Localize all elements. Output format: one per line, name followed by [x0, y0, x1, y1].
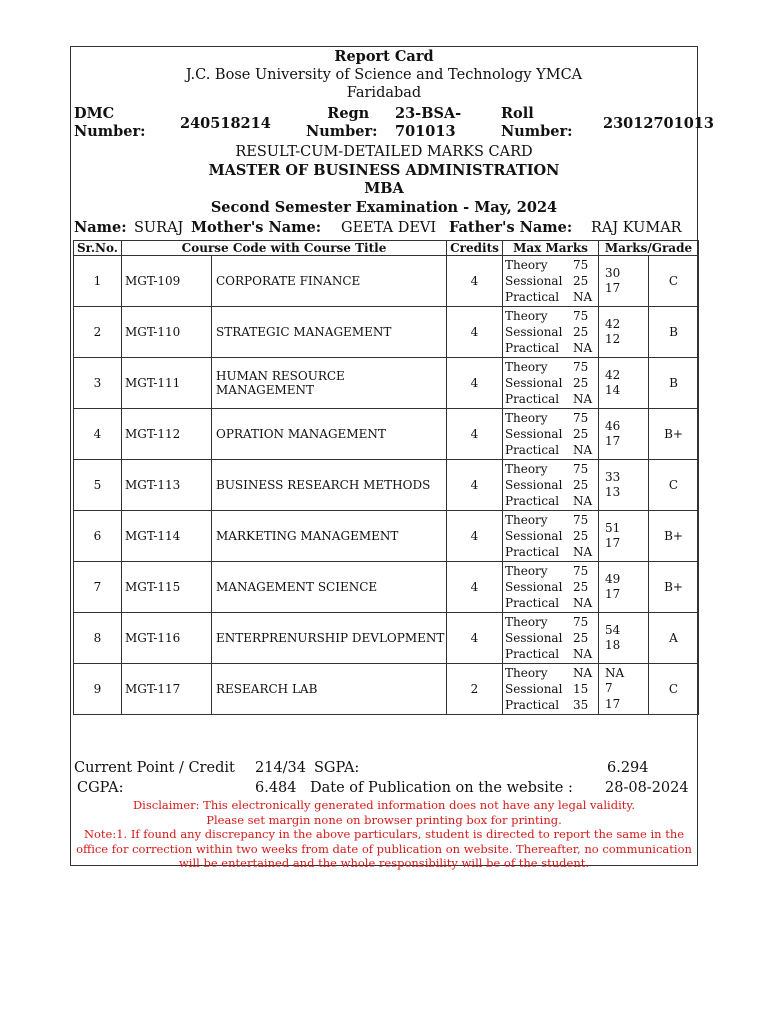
- component-max: 25: [573, 324, 589, 339]
- component-max: 75: [573, 257, 589, 272]
- max-marks-line: [505, 630, 598, 646]
- grade: C: [649, 460, 699, 511]
- max-marks-line: [505, 563, 598, 579]
- grade: B+: [649, 409, 699, 460]
- component-label: Theory: [505, 512, 548, 527]
- mother-name: GEETA DEVI: [341, 220, 437, 236]
- report-title: Report Card: [334, 48, 434, 65]
- table-row: [74, 511, 699, 562]
- max-marks-line: [505, 375, 598, 391]
- max-marks-line: [505, 544, 598, 560]
- course-title: RESEARCH LAB: [212, 664, 447, 715]
- roll-number: 23012701013: [603, 115, 714, 132]
- credits: 4: [447, 511, 503, 562]
- component-label: Practical: [505, 494, 560, 509]
- course-code: MGT-112: [122, 409, 212, 460]
- component-max: 75: [573, 512, 589, 527]
- publication-date-label: Date of Publication on the website :: [310, 780, 573, 796]
- max-marks: [503, 358, 599, 409]
- course-code: MGT-115: [122, 562, 212, 613]
- credits: 4: [447, 358, 503, 409]
- credits: 2: [447, 664, 503, 715]
- credits: 4: [447, 460, 503, 511]
- mark-value: NA: [605, 665, 625, 680]
- table-row: [74, 664, 699, 715]
- component-max: 25: [573, 426, 589, 441]
- program-name: MASTER OF BUSINESS ADMINISTRATION: [208, 162, 560, 179]
- sr-no: 6: [74, 511, 122, 562]
- father-name-label: Father's Name:: [449, 219, 573, 236]
- mark-value: 46: [605, 418, 621, 433]
- course-title: MARKETING MANAGEMENT: [212, 511, 447, 562]
- table-row: [74, 562, 699, 613]
- table-header-row: [74, 241, 699, 256]
- component-label: Sessional: [505, 324, 563, 339]
- university-name: J.C. Bose University of Science and Technology YMCA: [185, 67, 583, 83]
- grade: A: [649, 613, 699, 664]
- mark-value: 17: [605, 434, 621, 448]
- marks-obtained: [599, 256, 649, 307]
- max-marks-line: [505, 410, 598, 426]
- max-marks-line: [505, 308, 598, 324]
- component-max: NA: [573, 665, 593, 680]
- mother-name-label: Mother's Name:: [191, 219, 322, 236]
- component-label: Practical: [505, 341, 560, 356]
- sr-no: 2: [74, 307, 122, 358]
- max-marks: [503, 307, 599, 358]
- marks-obtained: [599, 562, 649, 613]
- sr-no: 9: [74, 664, 122, 715]
- max-marks: [503, 511, 599, 562]
- max-marks-line: [505, 493, 598, 509]
- mark-value: 14: [605, 383, 621, 397]
- component-max: 75: [573, 614, 589, 629]
- component-max: NA: [573, 290, 593, 305]
- cgpa-label: CGPA:: [77, 780, 124, 796]
- max-marks-line: [505, 273, 598, 289]
- marks-obtained: [599, 409, 649, 460]
- component-max: NA: [573, 647, 593, 662]
- component-label: Theory: [505, 257, 548, 272]
- credits: 4: [447, 307, 503, 358]
- card-type: RESULT-CUM-DETAILED MARKS CARD: [235, 144, 533, 160]
- component-label: Sessional: [505, 528, 563, 543]
- mark-value: 17: [605, 587, 621, 601]
- max-marks-line: [505, 681, 598, 697]
- father-name: RAJ KUMAR: [591, 220, 682, 236]
- marks-obtained: [599, 511, 649, 562]
- mark-value: 49: [605, 571, 621, 586]
- max-marks-line: [505, 257, 598, 273]
- component-max: 25: [573, 273, 589, 288]
- max-marks-line: [505, 614, 598, 630]
- max-marks-line: [505, 512, 598, 528]
- component-label: Practical: [505, 647, 560, 662]
- component-label: Sessional: [505, 579, 563, 594]
- component-max: 25: [573, 579, 589, 594]
- grade: B+: [649, 511, 699, 562]
- max-marks-line: [505, 665, 598, 681]
- disclaimer: [71, 798, 697, 871]
- max-marks-line: [505, 442, 598, 458]
- mark-value: 51: [605, 520, 621, 535]
- marks-obtained: [599, 613, 649, 664]
- component-max: NA: [573, 392, 593, 407]
- marks-obtained: [599, 307, 649, 358]
- regn-label: Regn Number:: [306, 105, 378, 140]
- max-marks-line: [505, 528, 598, 544]
- col-header-course: Course Code with Course Title: [122, 241, 447, 256]
- max-marks-line: [505, 477, 598, 493]
- grade: B: [649, 358, 699, 409]
- component-max: 75: [573, 563, 589, 578]
- max-marks-line: [505, 461, 598, 477]
- max-marks-line: [505, 289, 598, 305]
- component-max: NA: [573, 443, 593, 458]
- sr-no: 1: [74, 256, 122, 307]
- student-name-label: Name:: [74, 219, 127, 236]
- course-title: ENTERPRENURSHIP DEVLOPMENT: [212, 613, 447, 664]
- roll-label: Roll Number:: [501, 105, 573, 140]
- mark-value: 42: [605, 316, 621, 331]
- component-max: NA: [573, 341, 593, 356]
- component-max: 75: [573, 461, 589, 476]
- max-marks-line: [505, 579, 598, 595]
- credits: 4: [447, 256, 503, 307]
- table-row: [74, 358, 699, 409]
- current-point-label: Current Point / Credit: [74, 760, 235, 776]
- component-label: Practical: [505, 698, 560, 713]
- mark-value: 13: [605, 485, 621, 499]
- course-title: BUSINESS RESEARCH METHODS: [212, 460, 447, 511]
- component-label: Theory: [505, 665, 548, 680]
- marks-table: [73, 240, 699, 715]
- component-label: Sessional: [505, 426, 563, 441]
- max-marks-line: [505, 324, 598, 340]
- max-marks: [503, 562, 599, 613]
- discrepancy-note: Note:1. If found any discrepancy in the above particulars, student is directed to report the same in the office for correction within two weeks from date of publication on website. Thereafter, no communication will be entertained and the whole responsibility will be of the student.: [76, 827, 692, 871]
- current-point-value: 214/34: [255, 760, 307, 776]
- course-title: HUMAN RESOURCE MANAGEMENT: [212, 358, 447, 409]
- course-title: MANAGEMENT SCIENCE: [212, 562, 447, 613]
- mark-value: 54: [605, 622, 621, 637]
- component-max: 75: [573, 359, 589, 374]
- component-label: Theory: [505, 308, 548, 323]
- course-code: MGT-114: [122, 511, 212, 562]
- mark-value: 7: [605, 681, 613, 696]
- component-label: Practical: [505, 596, 560, 611]
- sr-no: 5: [74, 460, 122, 511]
- course-code: MGT-116: [122, 613, 212, 664]
- grade: C: [649, 256, 699, 307]
- max-marks-line: [505, 340, 598, 356]
- dmc-number: 240518214: [180, 115, 271, 132]
- max-marks-line: [505, 359, 598, 375]
- course-code: MGT-110: [122, 307, 212, 358]
- table-row: [74, 307, 699, 358]
- publication-date: 28-08-2024: [605, 780, 689, 796]
- grade: C: [649, 664, 699, 715]
- component-label: Sessional: [505, 375, 563, 390]
- component-label: Sessional: [505, 630, 563, 645]
- component-max: 15: [573, 681, 589, 696]
- marks-obtained: [599, 460, 649, 511]
- cgpa-value: 6.484: [255, 780, 297, 796]
- max-marks: [503, 460, 599, 511]
- course-code: MGT-111: [122, 358, 212, 409]
- component-max: 25: [573, 477, 589, 492]
- mark-value: 33: [605, 469, 621, 484]
- component-max: 25: [573, 630, 589, 645]
- table-row: [74, 256, 699, 307]
- disclaimer-line: Disclaimer: This electronically generated information does not have any legal validity.: [132, 798, 636, 812]
- course-code: MGT-117: [122, 664, 212, 715]
- component-label: Sessional: [505, 273, 563, 288]
- max-marks: [503, 256, 599, 307]
- component-max: 35: [573, 698, 589, 713]
- component-label: Theory: [505, 614, 548, 629]
- marks-obtained: [599, 664, 649, 715]
- table-row: [74, 460, 699, 511]
- col-header-max-marks: Max Marks: [503, 241, 599, 256]
- mark-value: 17: [605, 696, 621, 711]
- max-marks: [503, 664, 599, 715]
- component-label: Theory: [505, 410, 548, 425]
- max-marks: [503, 409, 599, 460]
- student-name: SURAJ: [134, 220, 184, 236]
- mark-value: 42: [605, 367, 621, 382]
- mark-value: 30: [605, 265, 621, 280]
- col-header-credits: Credits: [447, 241, 503, 256]
- col-header-srno: Sr.No.: [74, 241, 122, 256]
- component-label: Practical: [505, 392, 560, 407]
- component-label: Practical: [505, 443, 560, 458]
- component-max: NA: [573, 596, 593, 611]
- col-header-marks-grade: Marks/Grade: [599, 241, 699, 256]
- mark-value: 12: [605, 332, 621, 346]
- report-card: [70, 46, 714, 871]
- sr-no: 4: [74, 409, 122, 460]
- credits: 4: [447, 562, 503, 613]
- course-title: STRATEGIC MANAGEMENT: [212, 307, 447, 358]
- mark-value: 17: [605, 536, 621, 550]
- exam-title: Second Semester Examination - May, 2024: [210, 199, 558, 216]
- max-marks-line: [505, 426, 598, 442]
- component-max: 25: [573, 528, 589, 543]
- program-short: MBA: [364, 180, 404, 197]
- sgpa-value: 6.294: [607, 760, 649, 776]
- component-max: NA: [573, 494, 593, 509]
- sr-no: 8: [74, 613, 122, 664]
- course-code: MGT-113: [122, 460, 212, 511]
- component-max: 25: [573, 375, 589, 390]
- university-city: Faridabad: [346, 85, 422, 101]
- credits: 4: [447, 613, 503, 664]
- max-marks-line: [505, 595, 598, 611]
- dmc-label: DMC Number:: [74, 105, 146, 140]
- print-note: Please set margin none on browser printing box for printing.: [206, 812, 562, 827]
- max-marks-line: [505, 646, 598, 662]
- component-label: Sessional: [505, 681, 563, 696]
- course-code: MGT-109: [122, 256, 212, 307]
- component-label: Theory: [505, 563, 548, 578]
- grade: B+: [649, 562, 699, 613]
- max-marks-line: [505, 391, 598, 407]
- component-label: Practical: [505, 545, 560, 560]
- max-marks: [503, 613, 599, 664]
- course-title: CORPORATE FINANCE: [212, 256, 447, 307]
- component-label: Theory: [505, 461, 548, 476]
- component-label: Theory: [505, 359, 548, 374]
- sgpa-label: SGPA:: [314, 760, 360, 776]
- max-marks-line: [505, 697, 598, 713]
- mark-value: 17: [605, 281, 621, 295]
- table-row: [74, 613, 699, 664]
- credits: 4: [447, 409, 503, 460]
- grade: B: [649, 307, 699, 358]
- regn-number: 23-BSA- 701013: [395, 105, 462, 140]
- component-label: Practical: [505, 290, 560, 305]
- sr-no: 7: [74, 562, 122, 613]
- component-max: 75: [573, 410, 589, 425]
- table-row: [74, 409, 699, 460]
- component-label: Sessional: [505, 477, 563, 492]
- sr-no: 3: [74, 358, 122, 409]
- marks-obtained: [599, 358, 649, 409]
- mark-value: 18: [605, 638, 621, 652]
- component-max: 75: [573, 308, 589, 323]
- course-title: OPRATION MANAGEMENT: [212, 409, 447, 460]
- component-max: NA: [573, 545, 593, 560]
